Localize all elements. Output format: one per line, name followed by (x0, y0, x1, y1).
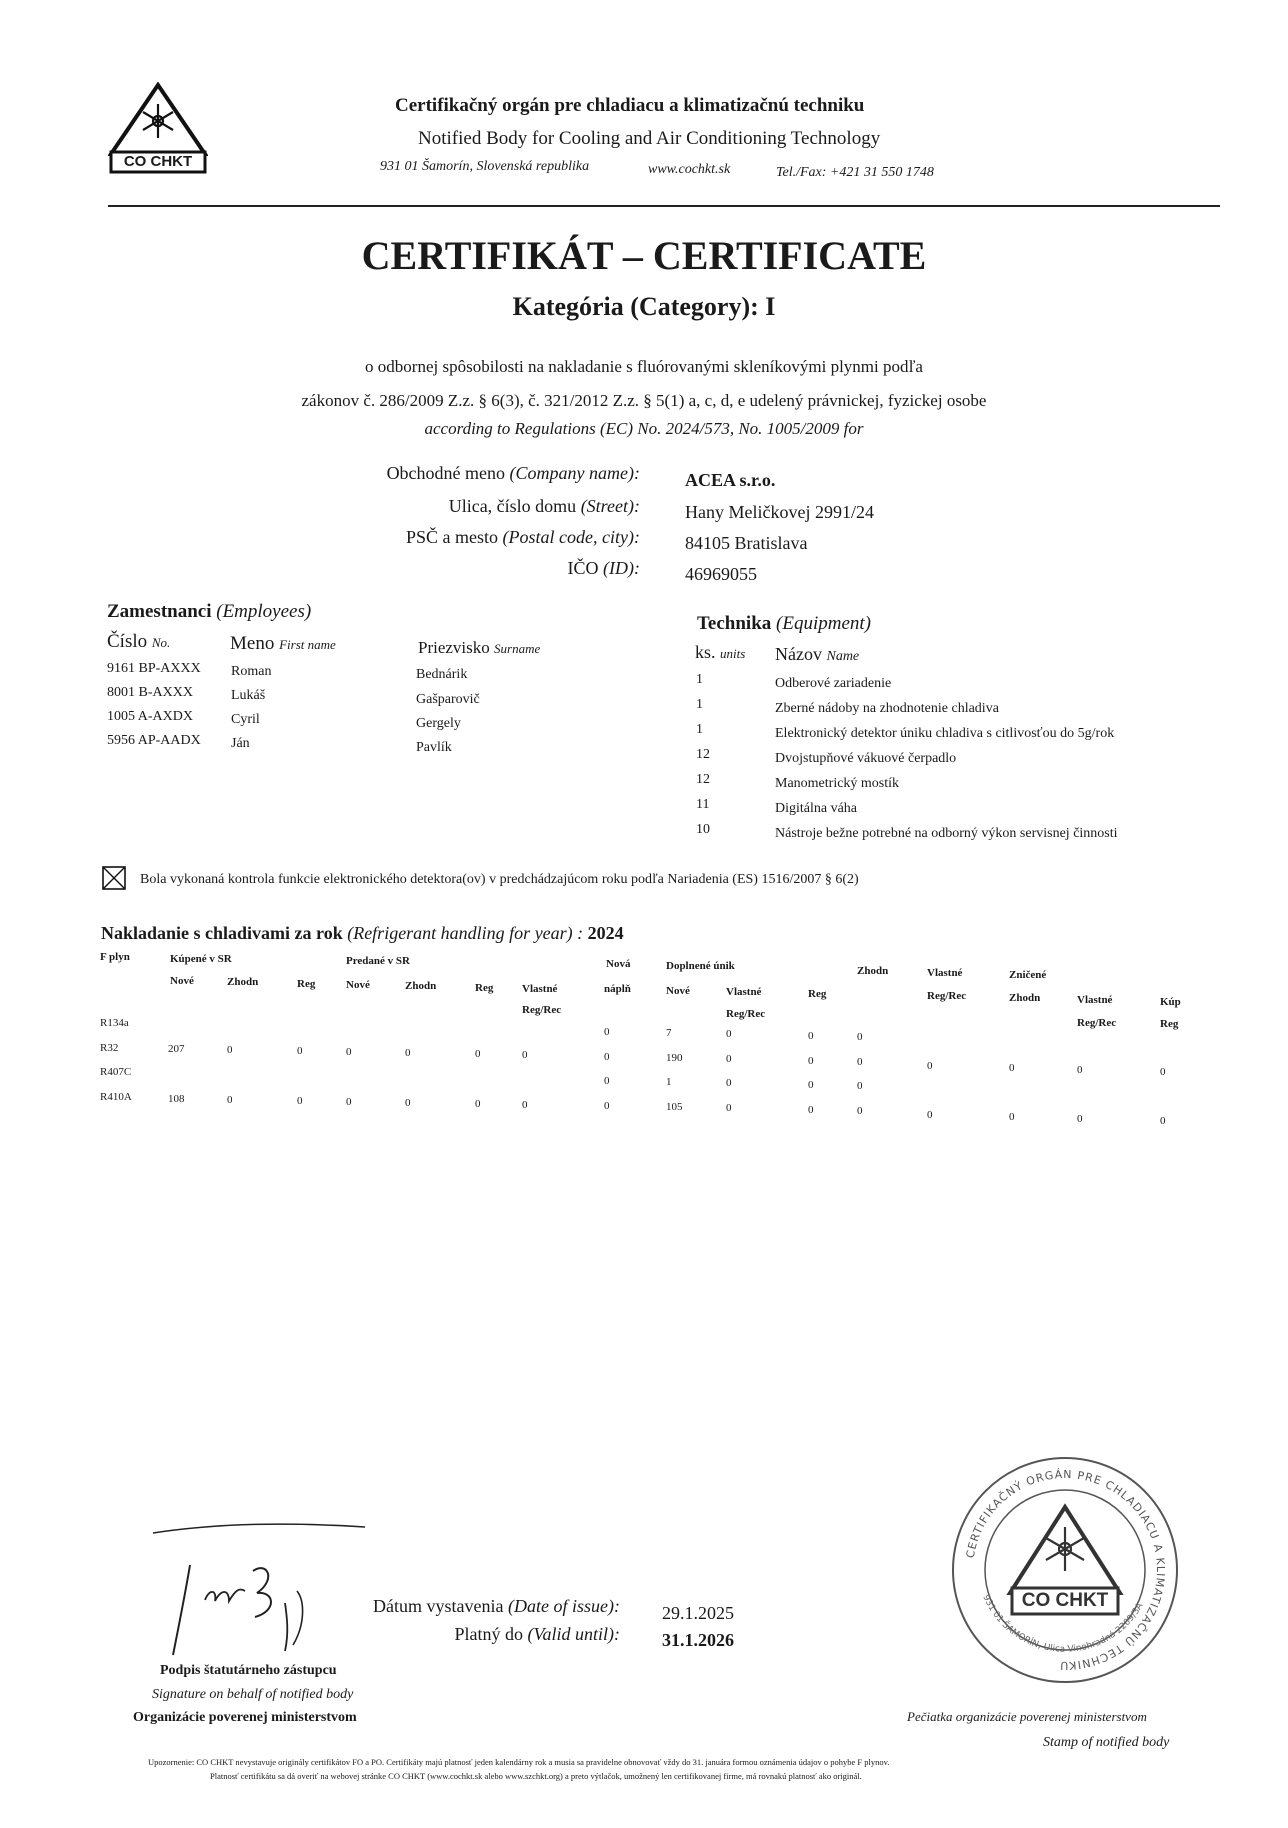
cell: 0 (227, 1094, 233, 1106)
org-name-en: Notified Body for Cooling and Air Conditioning Technology (418, 128, 881, 149)
stamp-ring-text: CERTIFIKAČNÝ ORGÁN PRE CHLADIACU A KLIMATIZAČNÚ TECHNIKU (963, 1467, 1168, 1673)
refrigerant-title: Nakladanie s chladivami za rok (Refrigerant handling for year) : 2024 (101, 923, 624, 943)
header-vlastne: Vlastné (927, 967, 963, 979)
logo-text: CO CHKT (123, 153, 193, 170)
employees-header-no: Číslo No. (107, 631, 171, 652)
header-nove: Nové (666, 985, 690, 997)
header-zhodn: Zhodn (1009, 992, 1041, 1004)
equipment-qty: 1 (696, 672, 703, 687)
equipment-name: Digitálna váha (775, 801, 858, 816)
gas-label: R410A (100, 1091, 132, 1103)
cell: 0 (522, 1099, 528, 1111)
equipment-header-qty: ks. units (695, 642, 746, 662)
header-nove: Nové (170, 975, 194, 987)
cell: 0 (857, 1105, 863, 1117)
cell: 0 (808, 1104, 814, 1116)
intro-line-1: o odbornej spôsobilosti na nakladanie s fluórovanými skleníkovými plynmi podľa (365, 357, 923, 376)
gas-label: R407C (100, 1066, 132, 1078)
date-issue-label: Dátum vystavenia (Date of issue): (373, 1596, 620, 1616)
cell: 0 (346, 1046, 352, 1058)
cell: 0 (475, 1098, 481, 1110)
header-reg: Reg (297, 978, 316, 990)
equipment-header-name: Názov Name (775, 644, 860, 664)
stamp-address-text: 931 01 ŠAMORÍN, Ulica Vinohradná 2209/3A (980, 1593, 1146, 1655)
equipment-name: Odberové zariadenie (775, 676, 892, 691)
page-title: CERTIFIKÁT – CERTIFICATE (361, 233, 927, 278)
employee-no: 9161 BP-AXXX (107, 661, 201, 676)
cell: 0 (405, 1097, 411, 1109)
header-reg: Reg (1160, 1018, 1179, 1030)
cell: 0 (927, 1060, 933, 1072)
category: Kategória (Category): I (512, 292, 776, 321)
equipment-name: Elektronický detektor úniku chladiva s citlivosťou do 5g/rok (775, 726, 1115, 741)
header-logo (108, 82, 208, 174)
cell: 0 (857, 1080, 863, 1092)
employee-no: 5956 AP-AADX (107, 733, 201, 748)
id-label: IČO (ID): (567, 558, 640, 578)
official-stamp (950, 1455, 1180, 1685)
equipment-qty: 11 (696, 797, 710, 812)
header-napln: náplň (604, 983, 631, 995)
equipment-title: Technika (Equipment) (697, 613, 872, 634)
cell: 0 (522, 1049, 528, 1061)
cell: 0 (726, 1102, 732, 1114)
cell: 0 (808, 1079, 814, 1091)
header-vlastne: Vlastné (1077, 994, 1113, 1006)
cell: 0 (346, 1096, 352, 1108)
equipment-qty: 12 (696, 747, 710, 762)
detector-check-text: Bola vykonaná kontrola funkcie elektronického detektora(ov) v predchádzajúcom roku podľa Nariadenia (ES) 1516/2007 § 6(2) (140, 872, 859, 887)
cell: 0 (227, 1044, 233, 1056)
valid-until-value: 31.1.2026 (662, 1630, 734, 1650)
cell: 0 (405, 1047, 411, 1059)
header-zhodn: Zhodn (227, 976, 259, 988)
cell: 0 (726, 1028, 732, 1040)
company-name: ACEA s.r.o. (685, 470, 776, 490)
footer-note: Upozornenie: CO CHKT nevystavuje originály certifikátov FO a PO. Certifikáty majú platnosť jeden kalendárny rok a musia sa pravidelne obnovovať vždy do 31. januára formou oznámenia údajov o pohybe F plynov. (148, 1757, 890, 1767)
header-regrec: Reg/Rec (1077, 1017, 1117, 1029)
employee-last: Pavlík (416, 740, 452, 755)
employee-no: 1005 A-AXDX (107, 709, 193, 724)
cell: 0 (604, 1051, 610, 1063)
street-value: Hany Meličkovej 2991/24 (685, 502, 874, 522)
cell: 0 (1009, 1111, 1015, 1123)
header-predane: Predané v SR (346, 955, 410, 967)
header-vlastne: Vlastné (522, 983, 558, 995)
company-label: Obchodné meno (Company name): (386, 463, 640, 483)
header-zhodn: Zhodn (405, 980, 437, 992)
cell: 0 (297, 1045, 303, 1057)
employee-first: Roman (231, 664, 272, 679)
signature (145, 1505, 375, 1675)
employee-no: 8001 B-AXXX (107, 685, 193, 700)
employee-first: Ján (231, 736, 250, 751)
stamp-logo-text: CO CHKT (1021, 1590, 1109, 1611)
cell: 0 (1009, 1062, 1015, 1074)
stamp-caption-sk: Pečiatka organizácie poverenej ministerstvom (907, 1709, 1147, 1724)
equipment-name: Nástroje bežne potrebné na odborný výkon servisnej činnosti (775, 826, 1118, 841)
cell: 0 (1077, 1113, 1083, 1125)
cell: 0 (1077, 1064, 1083, 1076)
cell: 0 (726, 1053, 732, 1065)
equipment-qty: 1 (696, 697, 703, 712)
city-label: PSČ a mesto (Postal code, city): (406, 527, 640, 547)
gas-label: R134a (100, 1017, 129, 1029)
cell: 0 (857, 1031, 863, 1043)
org-web: www.cochkt.sk (648, 162, 731, 177)
city-value: 84105 Bratislava (685, 533, 808, 553)
cell: 7 (666, 1027, 672, 1039)
cell: 0 (808, 1030, 814, 1042)
equipment-qty: 1 (696, 722, 703, 737)
cell: 0 (1160, 1066, 1166, 1078)
employees-title: Zamestnanci (Employees) (107, 601, 312, 622)
header-zhodn: Zhodn (857, 965, 889, 977)
detector-check-checkbox[interactable] (102, 866, 126, 890)
footer-note-2: Platnosť certifikátu sa dá overiť na webovej stránke CO CHKT (www.cochkt.sk alebo www.szchkt.org) a preto výtlačok, umožnený len certifikovanej firme, má rovnakú platnosť ako originál. (210, 1771, 862, 1781)
cell: 0 (726, 1077, 732, 1089)
employees-header-last: Priezvisko Surname (418, 638, 541, 657)
cell: 0 (297, 1095, 303, 1107)
cell: 0 (927, 1109, 933, 1121)
equipment-name: Manometrický mostík (775, 776, 900, 791)
employee-first: Cyril (231, 712, 260, 727)
valid-until-label: Platný do (Valid until): (454, 1624, 620, 1644)
employee-last: Gašparovič (416, 692, 480, 707)
header-regrec: Reg/Rec (726, 1008, 766, 1020)
org-address: 931 01 Šamorín, Slovenská republika (380, 159, 590, 174)
employees-header-first: Meno First name (230, 633, 336, 654)
header-regrec: Reg/Rec (522, 1004, 562, 1016)
cell: 105 (666, 1101, 683, 1113)
cell: 207 (168, 1043, 185, 1055)
header-vlastne: Vlastné (726, 986, 762, 998)
equipment-qty: 10 (696, 822, 710, 837)
stamp-caption-en: Stamp of notified body (1043, 1735, 1170, 1750)
equipment-name: Zberné nádoby na zhodnotenie chladiva (775, 701, 999, 716)
org-name-sk: Certifikačný orgán pre chladiacu a klimatizačnú techniku (395, 95, 865, 116)
cell: 0 (604, 1100, 610, 1112)
header-kup: Kúp (1160, 996, 1181, 1008)
header-rule (108, 205, 1220, 207)
employee-first: Lukáš (231, 688, 266, 703)
date-issue-value: 29.1.2025 (662, 1603, 734, 1623)
id-value: 46969055 (685, 564, 757, 584)
cell: 108 (168, 1093, 185, 1105)
intro-line-2: zákonov č. 286/2009 Z.z. § 6(3), č. 321/2012 Z.z. § 5(1) a, c, d, e udelený právnickej, fyzickej osobe (301, 391, 987, 410)
cell: 0 (475, 1048, 481, 1060)
gas-label: R32 (100, 1042, 119, 1054)
employee-last: Bednárik (416, 667, 468, 682)
header-fplyn: F plyn (100, 951, 130, 963)
signature-caption-en: Signature on behalf of notified body (152, 1687, 354, 1702)
header-kupene: Kúpené v SR (170, 953, 232, 965)
signature-caption-org: Organizácie poverenej ministerstvom (133, 1710, 357, 1725)
signature-caption-sk: Podpis štatutárneho zástupcu (160, 1663, 337, 1678)
header-reg: Reg (475, 982, 494, 994)
header-doplnene: Doplnené únik (666, 960, 735, 972)
cell: 1 (666, 1076, 672, 1088)
equipment-name: Dvojstupňové vákuové čerpadlo (775, 751, 957, 766)
street-label: Ulica, číslo domu (Street): (448, 496, 640, 516)
intro-line-3: according to Regulations (EC) No. 2024/573, No. 1005/2009 for (424, 419, 864, 438)
cell: 0 (808, 1055, 814, 1067)
cell: 190 (666, 1052, 683, 1064)
cell: 0 (604, 1026, 610, 1038)
employee-last: Gergely (416, 716, 461, 731)
header-reg: Reg (808, 988, 827, 1000)
cell: 0 (857, 1056, 863, 1068)
header-znicene: Zničené (1009, 969, 1047, 981)
cell: 0 (604, 1075, 610, 1087)
cell: 0 (1160, 1115, 1166, 1127)
header-regrec: Reg/Rec (927, 990, 967, 1002)
org-phone: Tel./Fax: +421 31 550 1748 (776, 165, 934, 180)
equipment-qty: 12 (696, 772, 710, 787)
header-nove: Nové (346, 979, 370, 991)
header-nova: Nová (606, 958, 631, 970)
